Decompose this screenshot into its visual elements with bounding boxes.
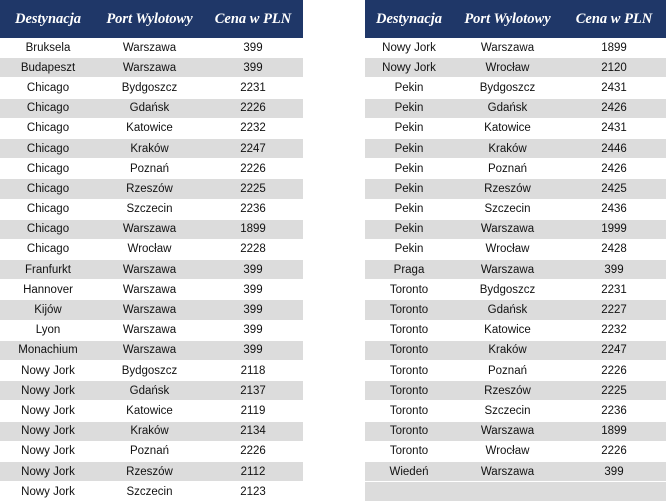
price-cell: 1999 [562,219,666,239]
destination-cell: Chicago [0,179,96,199]
table-row [0,482,303,502]
price-cell: 2226 [203,98,303,118]
price-cell: 2226 [203,159,303,179]
departure-port-cell: Warszawa [453,219,562,239]
table-row [0,98,303,118]
table-row [0,280,303,300]
departure-port-cell: Poznań [96,159,203,179]
table-row [0,441,303,461]
destination-cell: Toronto [365,421,453,441]
price-cell: 2426 [562,98,666,118]
destination-cell: Wiedeń [365,461,453,481]
destination-cell: Chicago [0,118,96,138]
table-row [365,239,666,259]
destination-cell: Nowy Jork [0,421,96,441]
departure-port-cell: Katowice [453,118,562,138]
destination-cell: Kijów [0,300,96,320]
table-row [0,239,303,259]
departure-port-cell: Rzeszów [96,461,203,481]
price-cell: 2247 [203,138,303,158]
table-row [365,401,666,421]
departure-port-cell: Katowice [96,401,203,421]
table-body-right [365,38,666,502]
header-price: Cena w PLN [562,0,666,38]
price-cell: 2231 [203,78,303,98]
destination-cell: Nowy Jork [0,401,96,421]
empty-cell [453,482,562,502]
destination-cell: Toronto [365,280,453,300]
departure-port-cell: Poznań [453,361,562,381]
destination-cell: Pekin [365,199,453,219]
price-cell: 2446 [562,138,666,158]
destination-cell: Toronto [365,401,453,421]
price-cell: 399 [203,300,303,320]
price-cell: 1899 [203,219,303,239]
departure-port-cell: Warszawa [96,280,203,300]
departure-port-cell: Gdańsk [453,98,562,118]
destination-cell: Pekin [365,219,453,239]
price-cell: 2232 [562,320,666,340]
destination-cell: Nowy Jork [0,361,96,381]
price-cell: 2225 [203,179,303,199]
header-price: Cena w PLN [203,0,303,38]
destination-cell: Toronto [365,320,453,340]
price-cell: 2118 [203,361,303,381]
departure-port-cell: Szczecin [96,482,203,502]
table-row [0,361,303,381]
departure-port-cell: Gdańsk [96,381,203,401]
destination-cell: Toronto [365,381,453,401]
table-row [0,138,303,158]
table-row [0,461,303,481]
table-row [0,38,303,58]
destination-cell: Nowy Jork [0,381,96,401]
departure-port-cell: Warszawa [96,320,203,340]
empty-cell [365,482,453,502]
departure-port-cell: Poznań [96,441,203,461]
table-row [0,421,303,441]
destination-cell: Chicago [0,199,96,219]
table-body-left [0,38,303,502]
table-row [0,300,303,320]
table-row [365,118,666,138]
destination-cell: Nowy Jork [0,441,96,461]
departure-port-cell: Bydgoszcz [96,361,203,381]
destination-cell: Pekin [365,98,453,118]
table-header-row [365,0,666,38]
destination-cell: Chicago [0,138,96,158]
price-cell: 2227 [562,300,666,320]
departure-port-cell: Wrocław [453,239,562,259]
destination-cell: Chicago [0,219,96,239]
table-row [0,58,303,78]
table-row [0,401,303,421]
price-cell: 2226 [203,441,303,461]
destination-cell: Chicago [0,98,96,118]
table-row [365,421,666,441]
table-header-row [0,0,303,38]
price-cell: 399 [562,461,666,481]
departure-port-cell: Szczecin [453,199,562,219]
table-row [365,219,666,239]
destination-cell: Toronto [365,340,453,360]
departure-port-cell: Gdańsk [96,98,203,118]
departure-port-cell: Bydgoszcz [96,78,203,98]
departure-port-cell: Gdańsk [453,300,562,320]
table-row [365,381,666,401]
departure-port-cell: Warszawa [96,219,203,239]
price-cell: 2231 [562,280,666,300]
table-row [365,179,666,199]
departure-port-cell: Szczecin [453,401,562,421]
table-row [365,58,666,78]
departure-port-cell: Warszawa [96,340,203,360]
table-row [365,138,666,158]
destination-cell: Nowy Jork [365,38,453,58]
table-row [0,179,303,199]
price-cell: 399 [203,340,303,360]
price-cell: 399 [203,260,303,280]
table-row [365,78,666,98]
price-cell: 1899 [562,38,666,58]
destination-cell: Nowy Jork [0,461,96,481]
table-row [365,199,666,219]
empty-cell [562,482,666,502]
table-row [0,340,303,360]
destination-cell: Chicago [0,239,96,259]
table-row [0,219,303,239]
destination-cell: Budapeszt [0,58,96,78]
price-cell: 399 [203,38,303,58]
destination-cell: Praga [365,260,453,280]
table-row [365,441,666,461]
table-row [365,98,666,118]
table-row [365,361,666,381]
table-row [0,159,303,179]
destination-cell: Pekin [365,78,453,98]
departure-port-cell: Warszawa [96,260,203,280]
departure-port-cell: Warszawa [96,58,203,78]
header-destination: Destynacja [0,0,96,38]
price-table-left [0,0,303,502]
price-cell: 2119 [203,401,303,421]
departure-port-cell: Rzeszów [96,179,203,199]
destination-cell: Pekin [365,179,453,199]
price-cell: 2123 [203,482,303,502]
destination-cell: Nowy Jork [365,58,453,78]
departure-port-cell: Warszawa [453,461,562,481]
header-destination: Destynacja [365,0,453,38]
departure-port-cell: Szczecin [96,199,203,219]
price-cell: 399 [203,58,303,78]
destination-cell: Bruksela [0,38,96,58]
table-row [365,280,666,300]
price-cell: 2228 [203,239,303,259]
departure-port-cell: Warszawa [96,38,203,58]
price-cell: 2226 [562,361,666,381]
departure-port-cell: Rzeszów [453,381,562,401]
header-departure-port: Port Wylotowy [453,0,562,38]
destination-cell: Franfurkt [0,260,96,280]
table-row [0,118,303,138]
price-cell: 1899 [562,421,666,441]
price-cell: 399 [562,260,666,280]
price-cell: 2137 [203,381,303,401]
destination-cell: Chicago [0,159,96,179]
price-cell: 2436 [562,199,666,219]
departure-port-cell: Kraków [453,340,562,360]
price-cell: 2236 [203,199,303,219]
departure-port-cell: Bydgoszcz [453,78,562,98]
destination-cell: Pekin [365,239,453,259]
table-row [0,78,303,98]
table-row [0,381,303,401]
destination-cell: Lyon [0,320,96,340]
destination-cell: Pekin [365,118,453,138]
table-row [365,340,666,360]
table-row [365,300,666,320]
price-cell: 2226 [562,441,666,461]
departure-port-cell: Warszawa [453,38,562,58]
price-cell: 2236 [562,401,666,421]
table-row [365,38,666,58]
destination-cell: Monachium [0,340,96,360]
destination-cell: Toronto [365,361,453,381]
destination-cell: Toronto [365,441,453,461]
table-row [365,159,666,179]
price-cell: 399 [203,280,303,300]
price-cell: 2232 [203,118,303,138]
destination-cell: Toronto [365,300,453,320]
departure-port-cell: Wrocław [96,239,203,259]
price-cell: 2431 [562,78,666,98]
departure-port-cell: Rzeszów [453,179,562,199]
table-row [365,461,666,481]
destination-cell: Pekin [365,159,453,179]
price-cell: 2134 [203,421,303,441]
departure-port-cell: Warszawa [453,421,562,441]
destination-cell: Hannover [0,280,96,300]
table-row [365,320,666,340]
table-row [365,260,666,280]
price-cell: 2225 [562,381,666,401]
price-cell: 399 [203,320,303,340]
departure-port-cell: Wrocław [453,441,562,461]
price-cell: 2428 [562,239,666,259]
price-table-right [365,0,666,502]
destination-cell: Pekin [365,138,453,158]
price-cell: 2247 [562,340,666,360]
price-cell: 2120 [562,58,666,78]
departure-port-cell: Warszawa [96,300,203,320]
departure-port-cell: Kraków [96,138,203,158]
price-cell: 2425 [562,179,666,199]
departure-port-cell: Katowice [453,320,562,340]
table-row [0,260,303,280]
departure-port-cell: Poznań [453,159,562,179]
price-cell: 2426 [562,159,666,179]
price-cell: 2112 [203,461,303,481]
departure-port-cell: Bydgoszcz [453,280,562,300]
departure-port-cell: Kraków [96,421,203,441]
table-row [0,199,303,219]
price-cell: 2431 [562,118,666,138]
destination-cell: Nowy Jork [0,482,96,502]
table-row [0,320,303,340]
departure-port-cell: Katowice [96,118,203,138]
departure-port-cell: Wrocław [453,58,562,78]
departure-port-cell: Warszawa [453,260,562,280]
header-departure-port: Port Wylotowy [96,0,203,38]
empty-row [365,482,666,502]
destination-cell: Chicago [0,78,96,98]
departure-port-cell: Kraków [453,138,562,158]
